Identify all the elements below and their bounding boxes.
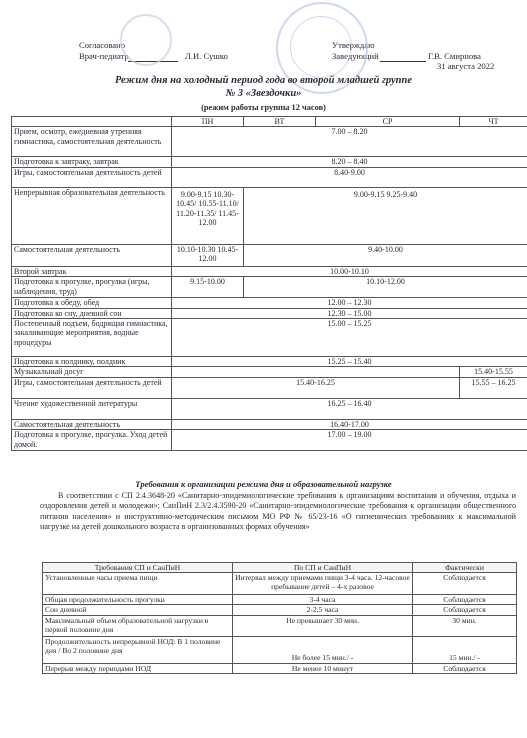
activity-time-mon-wed xyxy=(172,367,460,377)
schedule-row xyxy=(12,266,527,276)
activity-time-mon: 10.10-10.30 10.45-12.00 xyxy=(172,244,244,266)
activity-label: Подготовка к обеду, обед xyxy=(12,298,172,308)
activity-label: Подготовка к прогулке, прогулка (игры, наблюдения, труд) xyxy=(12,277,172,298)
requirement-fact: Соблюдается xyxy=(413,605,517,615)
requirements-row xyxy=(43,605,517,615)
schedule-row xyxy=(12,127,527,157)
activity-time-mon: 9.15-10.00 xyxy=(172,277,244,298)
schedule-header-row xyxy=(12,117,527,127)
activity-label: Постепенный подъем, бодрящая гимнастика, закаливающие мероприятия, водные процедуры xyxy=(12,319,172,357)
activity-time-mon: 9.00-9.15 10.30-10.45/ 10.55-11.10/ 11.20-11.35/ 11.45-12.00 xyxy=(172,187,244,244)
head-title: Заведующий xyxy=(332,51,379,61)
schedule-title: Режим дня на холодный период года во второй младшей группе xyxy=(115,75,412,86)
requirement-norm: Интервал между приемами пищи 3-4 часа. 12-часовое пребывание детей – 4-х разовое xyxy=(233,573,413,595)
requirement-norm: Не более 15 мин./ - xyxy=(233,636,413,663)
schedule-row xyxy=(12,419,527,429)
requirement-fact: Соблюдается xyxy=(413,663,517,673)
activity-time-tue-fri: 9.40-10.00 xyxy=(244,244,527,266)
day-header-mon: ПН xyxy=(172,117,244,127)
requirement-fact: 15 мин./ - xyxy=(413,636,517,663)
activity-label: Подготовка к прогулке, прогулка. Уход детей домой. xyxy=(12,430,172,451)
work-mode-note: (режим работы группы 12 часов) xyxy=(201,103,326,112)
requirements-heading: Требования к организации режима дня и образовательной нагрузке xyxy=(135,479,392,489)
activity-time-thu: 15.55 – 16.25 xyxy=(460,377,527,398)
approved-right-label: Утверждаю xyxy=(332,40,375,50)
activity-label: Прием, осмотр, ежедневная утренняя гимнастика, самостоятельная деятельность xyxy=(12,127,172,157)
schedule-row xyxy=(12,377,527,398)
doctor-name: Л.И. Сушко xyxy=(185,51,228,61)
activity-label: Подготовка к полднику, полдник xyxy=(12,357,172,367)
requirement-name: Максимальный объем образовательной нагрузки в первой половине дня xyxy=(43,615,233,636)
requirement-name: Общая продолжительность прогулки xyxy=(43,595,233,605)
requirements-row xyxy=(43,636,517,663)
activity-time-tue-fri: 10.10-12.00 xyxy=(244,277,527,298)
activity-label: Самостоятельная деятельность xyxy=(12,244,172,266)
schedule-row xyxy=(12,308,527,318)
requirements-row xyxy=(43,663,517,673)
schedule-row xyxy=(12,298,527,308)
schedule-row xyxy=(12,430,527,451)
daily-schedule-table xyxy=(11,116,527,451)
day-header-tue: ВТ xyxy=(244,117,316,127)
organization-seal-inner xyxy=(290,16,352,78)
activity-time: 17.00 – 19.00 xyxy=(172,430,527,451)
activity-time: 7.00 – 8.20 xyxy=(172,127,527,157)
requirements-col-header: По СП и СанПиН xyxy=(233,563,413,573)
requirements-table xyxy=(42,562,517,674)
requirement-name: Продолжительность непрерывной НОД: В 1 половине дня / Во 2 половине дня xyxy=(43,636,233,663)
schedule-row xyxy=(12,367,527,377)
activity-label: Второй завтрак xyxy=(12,266,172,276)
schedule-row xyxy=(12,398,527,419)
activity-time: 8.40-9.00 xyxy=(172,167,527,187)
schedule-row xyxy=(12,167,527,187)
activity-time-thu: 15.40-15.55 xyxy=(460,367,527,377)
activity-time: 12.30 – 15.00 xyxy=(172,308,527,318)
activity-label: Игры, самостоятельная деятельность детей xyxy=(12,167,172,187)
requirements-col-header: Требования СП и СанПиН xyxy=(43,563,233,573)
activity-time-tue-fri: 9.00-9.15 9.25-9.40 xyxy=(244,187,527,244)
schedule-row xyxy=(12,157,527,167)
schedule-header-activity xyxy=(12,117,172,127)
activity-time: 8.20 – 8.40 xyxy=(172,157,527,167)
approved-left-label: Согласовано xyxy=(79,40,125,50)
head-signature-line xyxy=(380,61,426,62)
activity-time: 15.25 – 15.40 xyxy=(172,357,527,367)
doctor-label: Врач-педиатр xyxy=(79,51,129,61)
activity-label: Игры, самостоятельная деятельность детей xyxy=(12,377,172,398)
requirement-fact: 30 мин. xyxy=(413,615,517,636)
activity-label: Самостоятельная деятельность xyxy=(12,419,172,429)
schedule-row xyxy=(12,357,527,367)
day-header-wed: СР xyxy=(316,117,460,127)
activity-time-mon-wed: 15.40-16.25 xyxy=(172,377,460,398)
requirements-paragraph: В соответствии с СП 2.4.3648-20 «Санитарно-эпидемиологические требования к организациям воспитания и обучения, отдыха и оздоровления детей и молодежи»; СанПиН 2.3/2.4.3590-20 «Санитарно-эпидемиологические требования к организации общественного питания населения» и инструктивно-методическим письмом МО РФ № 65/23-16 «О гигиенических требованиях к максимальной нагрузке на детей дошкольного возраста в организованных формах обучения» xyxy=(40,491,516,532)
requirement-norm: Не превышает 30 мин. xyxy=(233,615,413,636)
activity-time: 16.25 – 16.40 xyxy=(172,398,527,419)
requirement-norm: 2-2,5 часа xyxy=(233,605,413,615)
activity-label: Подготовка к завтраку, завтрак xyxy=(12,157,172,167)
requirements-col-header: Фактически xyxy=(413,563,517,573)
doctor-stamp xyxy=(120,14,172,66)
schedule-row xyxy=(12,319,527,357)
requirement-name: Перерыв между периодами НОД xyxy=(43,663,233,673)
day-header-thu: ЧТ xyxy=(460,117,527,127)
requirements-row xyxy=(43,615,517,636)
activity-label: Непрерывная образовательная деятельность xyxy=(12,187,172,244)
activity-time: 16.40-17.00 xyxy=(172,419,527,429)
requirement-fact: Соблюдается xyxy=(413,573,517,595)
requirement-norm: Не менее 10 минут xyxy=(233,663,413,673)
activity-label: Музыкальный досуг xyxy=(12,367,172,377)
activity-time: 12.00 – 12.30 xyxy=(172,298,527,308)
activity-time: 15.00 – 15.25 xyxy=(172,319,527,357)
requirement-fact: Соблюдается xyxy=(413,595,517,605)
activity-label: Подготовка ко сну, дневной сон xyxy=(12,308,172,318)
activity-time: 10.00-10.10 xyxy=(172,266,527,276)
requirement-name: Сон дневной xyxy=(43,605,233,615)
requirement-norm: 3-4 часа xyxy=(233,595,413,605)
requirements-header-row xyxy=(43,563,517,573)
schedule-row xyxy=(12,187,527,244)
head-name: Г.В. Смирнова xyxy=(428,51,481,61)
activity-label: Чтение художественной литературы xyxy=(12,398,172,419)
schedule-row xyxy=(12,277,527,298)
requirements-row xyxy=(43,595,517,605)
group-name: № 3 «Звездочки» xyxy=(225,88,302,99)
schedule-row xyxy=(12,244,527,266)
approval-date: 31 августа 2022 xyxy=(437,61,495,71)
requirements-row xyxy=(43,573,517,595)
requirement-name: Установленные часы приема пищи xyxy=(43,573,233,595)
